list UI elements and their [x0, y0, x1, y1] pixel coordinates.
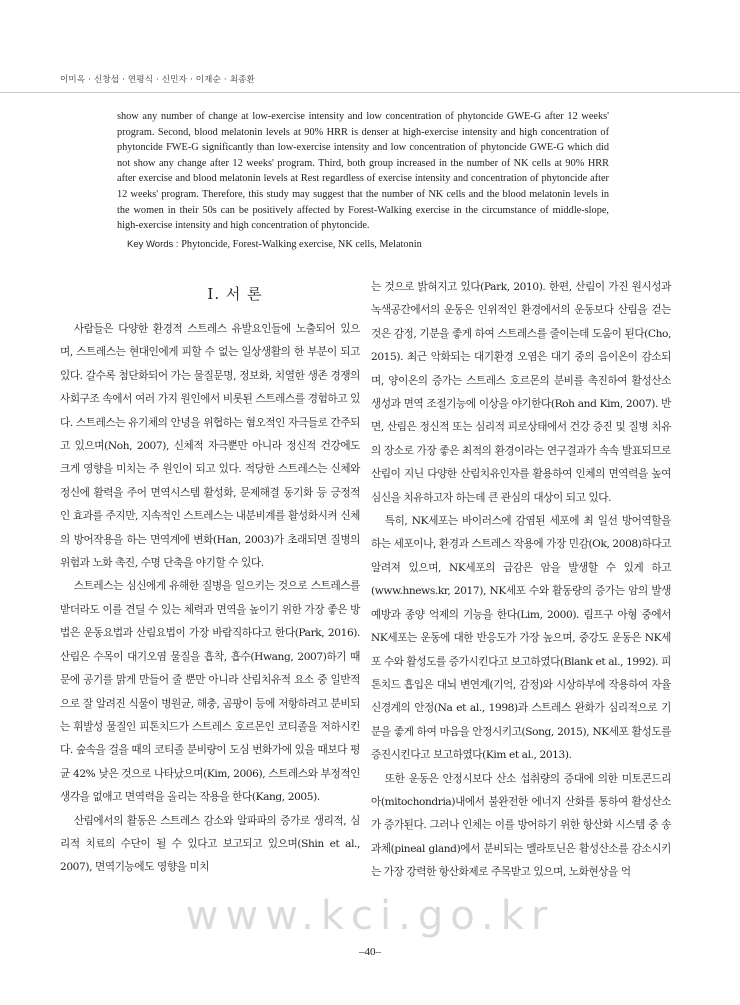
body-paragraph: 스트레스는 심신에게 유해한 질병을 일으키는 것으로 스트레스를 받더라도 이를 견딜 수 있는 체력과 면역을 높이기 위한 가장 좋은 방법은 운동요법과 산림요법이 가장 바람직하다고 한다(Park, 2016). 산림은 수목이 대기오염 물질을 흡착, 흡수(Hwang, 2007)하기 때문에 공기를 맑게 만들어 줄 뿐만 아니라 산림치유적 요소 중 일반적으로 잘 알려진 식물이 병원균, 해충, 곰팡이 등에 저항하려고 분비되는 휘발성 물질인 피톤치드가 스트레스 호르몬인 코티졸을 저하시킨다. 숲속을 걸을 때의 코티졸 분비량이 도심 번화가에 있을 때보다 평균 42% 낮은 것으로 나타났으며(Kim, 2006), 스트레스와 부정적인 생각을 없애고 면역력을 올리는 작용을 한다(Kang, 2005).	[60, 580, 360, 804]
body-paragraph: 또한 운동은 안정시보다 산소 섭취량의 증대에 의한 미토콘드리아(mitochondria)내에서 불완전한 에너지 산화를 통하여 활성산소가 증가된다. 그러나 인체는 이를 방어하기 위한 항산화 시스템 중 송과체(pineal gland)에서 분비되는 멜라토닌은 활성산소를 감소시키는 가장 강력한 항산화제로 주목받고 있으며, 노화현상을 억	[371, 772, 671, 879]
page-number: –40–	[359, 946, 381, 958]
keywords-label: Key Words :	[127, 239, 182, 250]
section-title-introduction: I. 서 론	[207, 285, 263, 303]
abstract-text: show any number of change at low-exercise intensity and low concentration of phytoncide GWE-G after 12 weeks' program. Second, blood melatonin levels at 90% HRR is denser at high-exercise intensity and high concentration of phytoncide FWE-G significantly than low-exercise intensity and low concentration of phytoncide GWE-G which did not show any change after 12 weeks' program. Third, both group increased in the number of NK cells at 90% HRR after exercise and blood melatonin levels at Rest regardless of exercise intensity and concentration of phytoncide after 12 weeks' program. Therefore, this study may suggest that the number of NK cells and the blood melatonin levels in the women in their 50s can be positively affected by Forest-Walking exercise in the circumstance of middle-slope, high-exercise intensity and high concentration of phytoncide.	[117, 111, 609, 232]
body-paragraph: 특히, NK세포는 바이러스에 감염된 세포에 최 일선 방어역할을 하는 세포이나, 환경과 스트레스 작용에 가장 민감(Ok, 2008)하다고 알려져 있으며, NK세포의 급감은 암을 발생할 수 있게 하고(www.hnews.kr, 2017), NK세포 수와 활동량의 증가는 암의 발생 예방과 종양 억제의 기능을 한다(Lim, 2000). 림프구 아형 중에서 NK세포는 운동에 대한 반응도가 가장 높으며, 중강도 운동은 NK세포 수와 활성도를 증가시킨다고 보고하였다(Blank et al., 1992). 피톤치드 흡입은 대뇌 변연계(기억, 감정)와 시상하부에 작용하여 자율신경계의 안정(Na et al., 1998)과 스트레스 완화가 심리적으로 기분을 좋게 하여 마음을 안정시키고(Song, 2015), NK세포 활성도를 증진시킨다고 보고하였다(Kim et al., 2013).	[371, 515, 672, 762]
watermark-kci: www.kci.go.kr	[185, 893, 555, 939]
body-paragraph-continued: 는 것으로 밝혀지고 있다(Park, 2010). 한편, 산림이 가진 원시성과 녹색공간에서의 운동은 인위적인 환경에서의 운동보다 산림을 걷는 것은 감정, 기분을 좋게 하여 스트레스를 줄이는데 도움이 된다(Cho, 2015). 최근 악화되는 대기환경 오염은 대기 중의 음이온이 감소되며, 양이온의 증가는 스트레스 호르몬의 분비를 촉진하여 활성산소 생성과 면역 조절기능에 이상을 야기한다(Roh and Kim, 2007). 반면, 산림은 정신적 또는 심리적 피로상태에서 건강 증진 및 질병 치유의 장소로 가장 좋은 최적의 환경이라는 연구결과가 속속 발표되므로 산림이 지닌 다양한 산림치유인자를 활용하여 인체의 면역력을 높여 심신을 치유하고자 하는데 큰 관심의 대상이 되고 있다.	[371, 281, 671, 504]
keywords-text: Phytoncide, Forest-Walking exercise, NK cells, Melatonin	[181, 239, 422, 250]
body-paragraph: 산림에서의 활동은 스트레스 감소와 알파파의 증가로 생리적, 심리적 치료의 수단이 될 수 있다고 보고되고 있으며(Shin et al., 2007), 면역기능에도 영향을 미치	[60, 814, 360, 874]
right-column	[371, 276, 671, 885]
header-divider	[0, 92, 740, 93]
body-paragraph: 사람들은 다양한 환경적 스트레스 유발요인들에 노출되어 있으며, 스트레스는 현대인에게 피할 수 없는 일상생활의 한 부분이 되고 있다. 갈수록 첨단화되어 가는 물질문명, 정보화, 치열한 생존 경쟁의 사회구조 속에서 여러 가지 원인에서 비롯된 스트레스를 경험하고 있다. 스트레스는 유기체의 안녕을 위협하는 혐오적인 자극들로 간주되고 있으며(Noh, 2007), 신체적 자극뿐만 아니라 정신적 건강에도 크게 영향을 미치는 주 원인이 되고 있다. 적당한 스트레스는 신체와 정신에 활력을 주어 면역시스템 활성화, 문제해결 동기화 등 긍정적인 효과를 주지만, 지속적인 스트레스는 내분비계를 활성화시켜 신체의 방어작용을 하는 면역계에 변화(Han, 2003)가 초래되면 질병의 위험과 노화 촉진, 수명 단축을 야기할 수 있다.	[60, 323, 360, 570]
left-column	[60, 318, 360, 880]
keywords-line	[127, 239, 607, 250]
running-head-authors: 이미옥 · 신창섭 · 연평식 · 신민자 · 이재순 · 최종환	[60, 75, 255, 85]
